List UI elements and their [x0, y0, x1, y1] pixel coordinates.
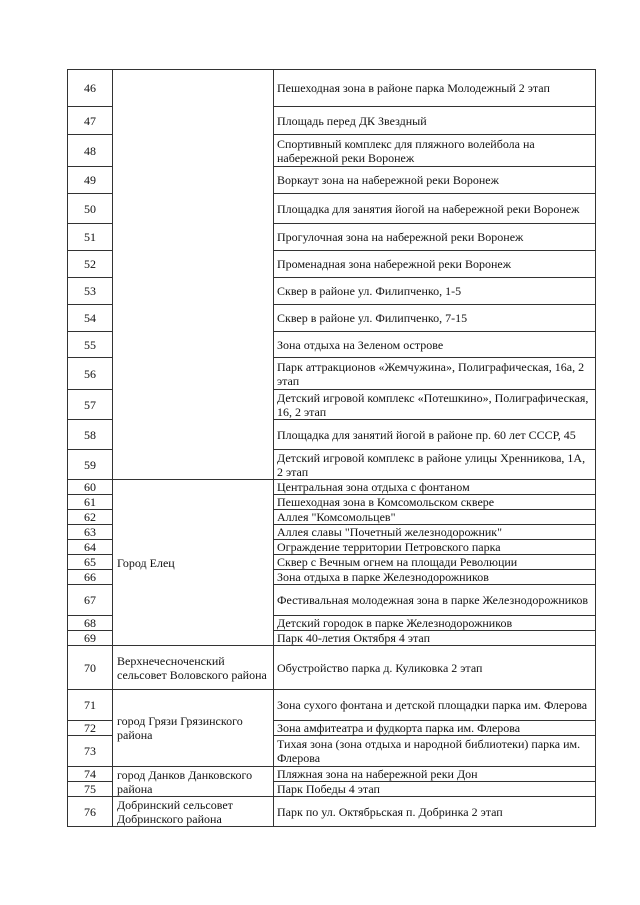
row-number: 71 [68, 690, 113, 721]
row-number: 67 [68, 585, 113, 616]
object-name: Пешеходная зона в Комсомольском сквере [274, 495, 596, 510]
location-cell-empty [113, 70, 274, 480]
row-number: 69 [68, 631, 113, 646]
row-number: 73 [68, 736, 113, 767]
row-number: 72 [68, 721, 113, 736]
row-number: 75 [68, 782, 113, 797]
object-name: Воркаут зона на набережной реки Воронеж [274, 167, 596, 194]
object-name: Зона отдыха на Зеленом острове [274, 332, 596, 358]
row-number: 66 [68, 570, 113, 585]
location-cell: город Грязи Грязинского района [113, 690, 274, 767]
row-number: 49 [68, 167, 113, 194]
object-name: Парк Победы 4 этап [274, 782, 596, 797]
object-name: Площадка для занятий йогой в районе пр. 60 лет СССР, 45 [274, 420, 596, 450]
row-number: 64 [68, 540, 113, 555]
row-number: 50 [68, 194, 113, 224]
object-name: Ограждение территории Петровского парка [274, 540, 596, 555]
object-name: Аллея "Комсомольцев" [274, 510, 596, 525]
object-name: Фестивальная молодежная зона в парке Железнодорожников [274, 585, 596, 616]
row-number: 57 [68, 390, 113, 420]
table-row [68, 797, 596, 827]
location-cell: Добринский сельсовет Добринского района [113, 797, 274, 827]
object-name: Центральная зона отдыха с фонтаном [274, 480, 596, 495]
row-number: 65 [68, 555, 113, 570]
row-number: 63 [68, 525, 113, 540]
row-number: 56 [68, 358, 113, 390]
table-row [68, 480, 596, 495]
row-number: 51 [68, 224, 113, 251]
location-cell: Верхнечесноченский сельсовет Воловского района [113, 646, 274, 690]
row-number: 59 [68, 450, 113, 480]
row-number: 58 [68, 420, 113, 450]
object-name: Спортивный комплекс для пляжного волейбола на набережной реки Воронеж [274, 135, 596, 167]
object-name: Детский городок в парке Железнодорожников [274, 616, 596, 631]
row-number: 53 [68, 278, 113, 305]
object-name: Сквер в районе ул. Филипченко, 7-15 [274, 305, 596, 332]
table-row [68, 767, 596, 782]
object-name: Парк по ул. Октябрьская п. Добринка 2 этап [274, 797, 596, 827]
table-row [68, 646, 596, 690]
row-number: 70 [68, 646, 113, 690]
object-name: Зона сухого фонтана и детской площадки парка им. Флерова [274, 690, 596, 721]
object-name: Зона амфитеатра и фудкорта парка им. Флерова [274, 721, 596, 736]
object-name: Тихая зона (зона отдыха и народной библиотеки) парка им. Флерова [274, 736, 596, 767]
row-number: 76 [68, 797, 113, 827]
parks-table [67, 69, 596, 827]
row-number: 48 [68, 135, 113, 167]
object-name: Детский игровой комплекс «Потешкино», Полиграфическая, 16, 2 этап [274, 390, 596, 420]
object-name: Прогулочная зона на набережной реки Воронеж [274, 224, 596, 251]
row-number: 68 [68, 616, 113, 631]
object-name: Площадь перед ДК Звездный [274, 107, 596, 135]
table-row [68, 70, 596, 107]
row-number: 74 [68, 767, 113, 782]
row-number: 54 [68, 305, 113, 332]
location-cell: Город Елец [113, 480, 274, 646]
row-number: 46 [68, 70, 113, 107]
object-name: Обустройство парка д. Куликовка 2 этап [274, 646, 596, 690]
object-name: Парк аттракционов «Жемчужина», Полиграфическая, 16а, 2 этап [274, 358, 596, 390]
object-name: Парк 40-летия Октября 4 этап [274, 631, 596, 646]
object-name: Сквер с Вечным огнем на площади Революции [274, 555, 596, 570]
object-name: Площадка для занятия йогой на набережной реки Воронеж [274, 194, 596, 224]
object-name: Аллея славы "Почетный железнодорожник" [274, 525, 596, 540]
row-number: 61 [68, 495, 113, 510]
row-number: 60 [68, 480, 113, 495]
row-number: 62 [68, 510, 113, 525]
table-row [68, 690, 596, 721]
object-name: Променадная зона набережной реки Воронеж [274, 251, 596, 278]
row-number: 47 [68, 107, 113, 135]
location-cell: город Данков Данковского района [113, 767, 274, 797]
object-name: Пляжная зона на набережной реки Дон [274, 767, 596, 782]
object-name: Детский игровой комплекс в районе улицы Хренникова, 1А, 2 этап [274, 450, 596, 480]
object-name: Пешеходная зона в районе парка Молодежный 2 этап [274, 70, 596, 107]
row-number: 55 [68, 332, 113, 358]
row-number: 52 [68, 251, 113, 278]
object-name: Зона отдыха в парке Железнодорожников [274, 570, 596, 585]
object-name: Сквер в районе ул. Филипченко, 1-5 [274, 278, 596, 305]
